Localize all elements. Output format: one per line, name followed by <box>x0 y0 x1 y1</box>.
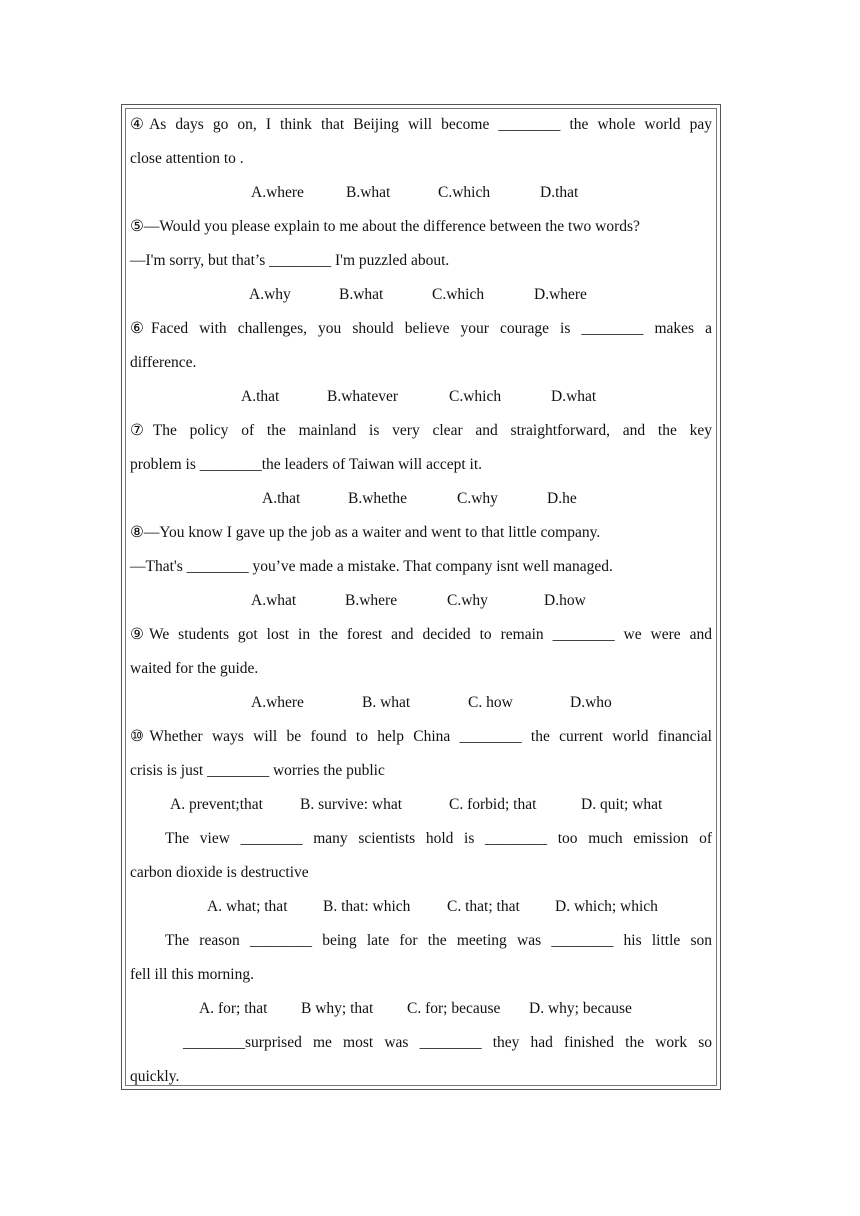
q6-line1: ⑥Faced with challenges, you should believe your courage is ________ makes a <box>130 320 712 337</box>
q9-option-b: B. what <box>362 694 411 711</box>
q8-option-d: D.how <box>544 592 586 609</box>
q12-option-a: A. for; that <box>199 1000 268 1017</box>
q4-option-d: D.that <box>540 184 579 201</box>
q5-options <box>130 278 712 312</box>
q12-line1: The reason ________ being late for the meeting was ________ his little son <box>165 932 712 949</box>
q11-options <box>130 890 712 924</box>
q5-line2: —I'm sorry, but that’s ________ I'm puzzled about. <box>130 252 450 269</box>
q5-line1: ⑤—Would you please explain to me about the difference between the two words? <box>130 218 640 235</box>
q12-options <box>130 992 712 1026</box>
q10-line1: ⑩Whether ways will be found to help China ________ the current world financial <box>130 728 712 745</box>
q5-option-a: A.why <box>249 286 291 303</box>
q9-option-a: A.where <box>251 694 304 711</box>
q12-option-b: B why; that <box>301 1000 374 1017</box>
q11-option-b: B. that: which <box>323 898 411 915</box>
q7-option-d: D.he <box>547 490 577 507</box>
q5-option-c: C.which <box>432 286 485 303</box>
q8-option-c: C.why <box>447 592 488 609</box>
q12-option-d: D. why; because <box>529 1000 632 1017</box>
q11-option-d: D. which; which <box>555 898 658 915</box>
q13-line2: quickly. <box>130 1068 180 1085</box>
q13-line1: ________surprised me most was ________ they had finished the work so <box>183 1034 712 1051</box>
q5-option-d: D.where <box>534 286 587 303</box>
q7-option-c: C.why <box>457 490 498 507</box>
q8-line2: —That's ________ you’ve made a mistake. That company isnt well managed. <box>130 558 613 575</box>
q11-line2: carbon dioxide is destructive <box>130 864 309 881</box>
q10-line2: crisis is just ________ worries the public <box>130 762 385 779</box>
q8-line1: ⑧—You know I gave up the job as a waiter and went to that little company. <box>130 524 601 541</box>
q6-options <box>130 380 712 414</box>
q12-option-c: C. for; because <box>407 1000 501 1017</box>
q9-line2: waited for the guide. <box>130 660 259 677</box>
q9-line1: ⑨We students got lost in the forest and decided to remain ________ we were and <box>130 626 712 643</box>
q9-option-d: D.who <box>570 694 612 711</box>
q11-option-c: C. that; that <box>447 898 520 915</box>
q4-option-b: B.what <box>346 184 391 201</box>
q6-option-d: D.what <box>551 388 597 405</box>
q9-option-c: C. how <box>468 694 513 711</box>
q8-option-a: A.what <box>251 592 297 609</box>
q6-option-a: A.that <box>241 388 280 405</box>
q7-option-b: B.whethe <box>348 490 407 507</box>
q10-option-b: B. survive: what <box>300 796 403 813</box>
q4-line2: close attention to . <box>130 150 244 167</box>
q6-option-b: B.whatever <box>327 388 399 405</box>
q10-options <box>130 788 712 822</box>
q7-line1: ⑦The policy of the mainland is very clear and straightforward, and the key <box>130 422 712 439</box>
q4-option-c: C.which <box>438 184 491 201</box>
q6-option-c: C.which <box>449 388 502 405</box>
q8-option-b: B.where <box>345 592 398 609</box>
questions-content <box>130 108 712 1094</box>
q7-option-a: A.that <box>262 490 301 507</box>
q10-option-a: A. prevent;that <box>170 796 263 813</box>
q8-options <box>130 584 712 618</box>
q7-options <box>130 482 712 516</box>
q4-options <box>130 176 712 210</box>
q7-line2: problem is ________the leaders of Taiwan will accept it. <box>130 456 483 473</box>
q12-line2: fell ill this morning. <box>130 966 254 983</box>
q11-line1: The view ________ many scientists hold is ________ too much emission of <box>165 830 712 847</box>
q6-line2: difference. <box>130 354 197 371</box>
q4-line1: ④As days go on, I think that Beijing will become ________ the whole world pay <box>130 116 712 133</box>
q9-options <box>130 686 712 720</box>
q10-option-d: D. quit; what <box>581 796 663 813</box>
q4-option-a: A.where <box>251 184 304 201</box>
q5-option-b: B.what <box>339 286 384 303</box>
q10-option-c: C. forbid; that <box>449 796 537 813</box>
q11-option-a: A. what; that <box>207 898 288 915</box>
